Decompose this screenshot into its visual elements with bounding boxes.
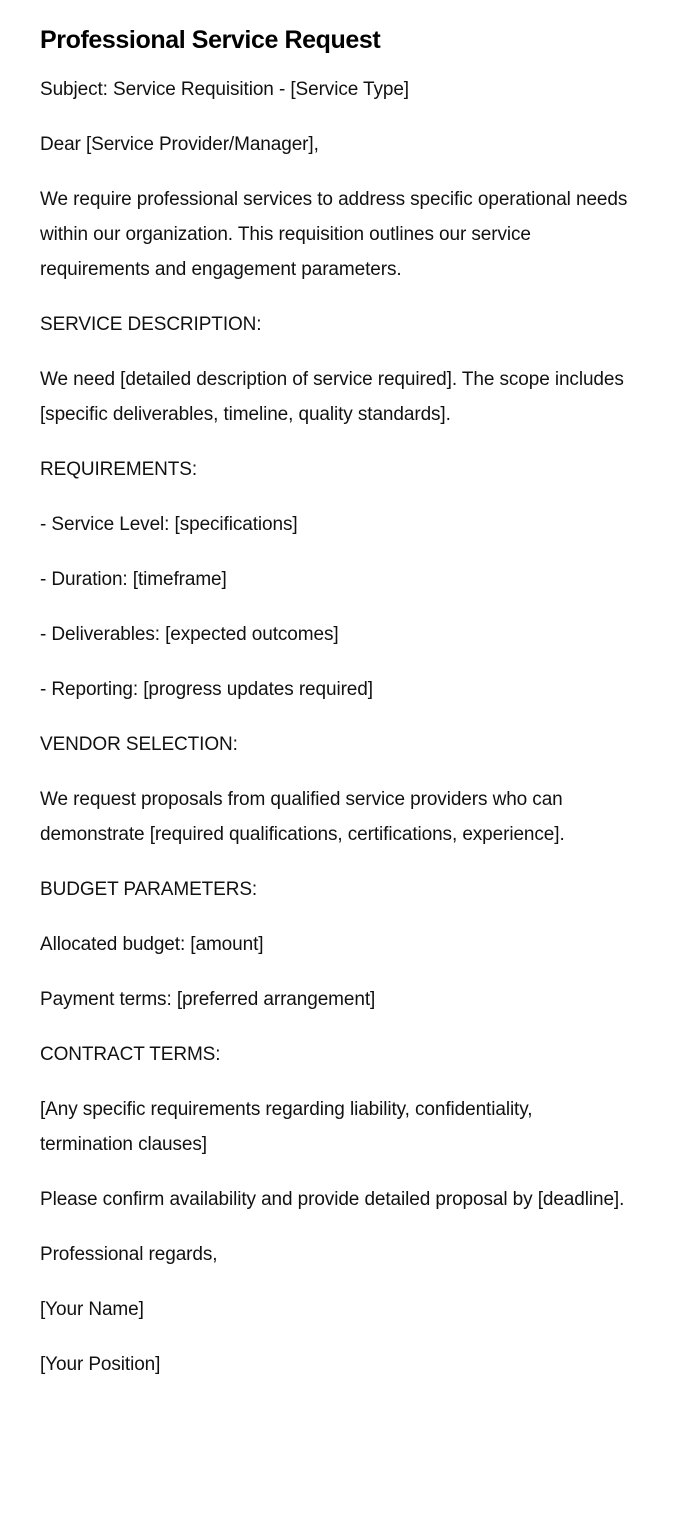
document-title: Professional Service Request xyxy=(40,26,381,54)
section-heading-service-description: SERVICE DESCRIPTION: xyxy=(40,314,262,335)
salutation: Dear [Service Provider/Manager], xyxy=(40,134,319,155)
closing-request-paragraph: Please confirm availability and provide detailed proposal by [deadline]. xyxy=(40,1189,625,1210)
closing-salutation: Professional regards, xyxy=(40,1244,218,1265)
contract-terms-paragraph: [Any specific requirements regarding liability, confidentiality, termination clauses] xyxy=(40,1099,533,1155)
vendor-selection-paragraph: We request proposals from qualified service providers who can demonstrate [required qualifications, certifications, experience]. xyxy=(40,789,565,845)
intro-paragraph: We require professional services to address specific operational needs within our organization. This requisition outlines our service requirements and engagement parameters. xyxy=(40,189,628,280)
subject-line: Subject: Service Requisition - [Service Type] xyxy=(40,79,409,100)
requirement-item-duration: - Duration: [timeframe] xyxy=(40,569,227,590)
requirement-item-service-level: - Service Level: [specifications] xyxy=(40,514,298,535)
requirement-item-deliverables: - Deliverables: [expected outcomes] xyxy=(40,624,339,645)
section-heading-requirements: REQUIREMENTS: xyxy=(40,459,198,480)
section-heading-vendor-selection: VENDOR SELECTION: xyxy=(40,734,238,755)
section-heading-contract-terms: CONTRACT TERMS: xyxy=(40,1044,221,1065)
budget-payment-terms: Payment terms: [preferred arrangement] xyxy=(40,989,376,1010)
section-heading-budget-parameters: BUDGET PARAMETERS: xyxy=(40,879,258,900)
signature-name: [Your Name] xyxy=(40,1299,144,1320)
signature-position: [Your Position] xyxy=(40,1354,161,1375)
requirement-item-reporting: - Reporting: [progress updates required] xyxy=(40,679,373,700)
service-description-paragraph: We need [detailed description of service required]. The scope includes [specific deliverables, timeline, quality standards]. xyxy=(40,369,624,425)
budget-allocated: Allocated budget: [amount] xyxy=(40,934,264,955)
